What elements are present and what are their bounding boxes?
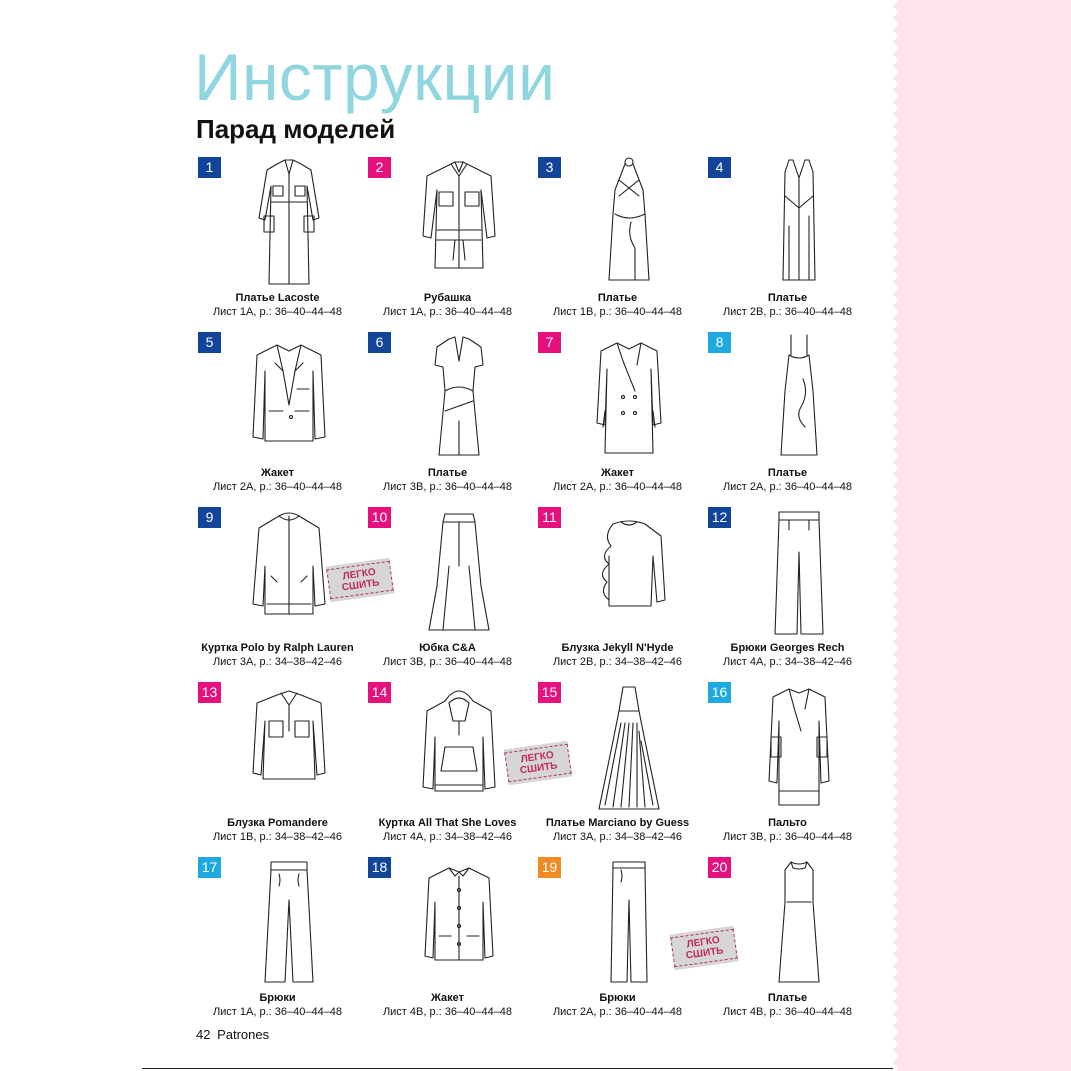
sheath-dress-icon [739,856,859,988]
page-edge-strip [893,0,1071,1071]
pattern-sheet-sizes: Лист 4В, р.: 36–40–44–48 [382,1006,513,1018]
model-number-badge: 17 [198,857,221,878]
model-card [192,679,362,854]
model-number-badge: 9 [198,507,221,528]
model-number-badge: 5 [198,332,221,353]
page-title: Инструкции [194,40,556,114]
model-number-badge: 6 [368,332,391,353]
model-number-badge: 20 [708,857,731,878]
model-name: Брюки Georges Rech [730,642,845,654]
model-card [192,854,362,1029]
pinking-edge [893,0,905,1071]
slip-dress-icon [739,331,859,463]
shirt-dress-icon [229,156,349,288]
pattern-sheet-sizes: Лист 2А, р.: 36–40–44–48 [552,481,683,493]
model-name: Платье Marciano by Guess [545,817,690,829]
hoodie-icon [399,681,519,813]
model-name: Платье [767,992,808,1004]
model-number-badge: 19 [538,857,561,878]
model-card [362,854,532,1029]
model-caption [350,641,545,669]
model-card [362,154,532,329]
vest-dress-icon [739,156,859,288]
blazer-icon [229,331,349,463]
easy-sew-stamp [504,741,572,786]
pattern-sheet-sizes: Лист 1А, р.: 36–40–44–48 [212,306,343,318]
pattern-sheet-sizes: Лист 1В, р.: 34–38–42–46 [212,831,343,843]
model-name: Блузка Pomandere [227,817,328,829]
maxi-skirt-icon [399,506,519,638]
button-jacket-icon [399,856,519,988]
pattern-sheet-sizes: Лист 2А, р.: 36–40–44–48 [722,481,853,493]
model-number-badge: 3 [538,157,561,178]
pattern-sheet-sizes: Лист 3В, р.: 36–40–44–48 [722,831,853,843]
pleated-halter-dress-icon [569,681,689,813]
model-name: Пальто [768,817,807,829]
model-name: Куртка Polo by Ralph Lauren [201,642,354,654]
model-name: Рубашка [423,292,472,304]
model-number-badge: 13 [198,682,221,703]
model-card [362,329,532,504]
page-number: 42 [196,1027,211,1042]
v-neck-dress-icon [399,331,519,463]
model-number-badge: 11 [538,507,561,528]
model-name: Жакет [600,467,635,479]
model-number-badge: 2 [368,157,391,178]
model-name: Брюки [259,992,296,1004]
pattern-sheet-sizes: Лист 1В, р.: 36–40–44–48 [552,306,683,318]
model-caption [690,466,885,494]
model-number-badge: 4 [708,157,731,178]
model-number-badge: 14 [368,682,391,703]
model-card [192,329,362,504]
pattern-sheet-sizes: Лист 2А, р.: 36–40–44–48 [552,1006,683,1018]
model-caption [180,816,375,844]
footer-rule [142,1068,893,1069]
model-card [532,329,702,504]
model-caption [520,991,715,1019]
pattern-sheet-sizes: Лист 3А, р.: 34–38–42–46 [552,831,683,843]
model-name: Платье Lacoste [235,292,320,304]
model-caption [180,991,375,1019]
pattern-sheet-sizes: Лист 2А, р.: 36–40–44–48 [212,481,343,493]
model-name: Блузка Jekyll N'Hyde [561,642,674,654]
model-card [702,504,872,679]
easy-sew-stamp-label: ЛЕГКО СШИТЬ [326,561,394,600]
model-number-badge: 12 [708,507,731,528]
pattern-sheet-sizes: Лист 2В, р.: 34–38–42–46 [552,656,683,668]
model-number-badge: 8 [708,332,731,353]
model-card [702,329,872,504]
wide-trousers-icon [739,506,859,638]
model-name: Жакет [260,467,295,479]
page-footer [196,1027,269,1042]
easy-sew-stamp-label: ЛЕГКО СШИТЬ [504,744,572,783]
halter-dress-icon [569,156,689,288]
page [142,0,893,1071]
model-name: Платье [597,292,638,304]
model-number-badge: 10 [368,507,391,528]
model-card [341,504,532,679]
model-number-badge: 1 [198,157,221,178]
model-number-badge: 16 [708,682,731,703]
model-caption [350,816,545,844]
model-caption [350,291,545,319]
model-caption [350,991,545,1019]
model-card [532,154,702,329]
pattern-sheet-sizes: Лист 4А, р.: 34–38–42–46 [722,656,853,668]
easy-sew-stamp-label: ЛЕГКО СШИТЬ [670,929,738,968]
model-caption [690,991,885,1019]
pattern-sheet-sizes: Лист 3А, р.: 34–38–42–46 [212,656,343,668]
model-number-badge: 15 [538,682,561,703]
long-coat-icon [739,681,859,813]
pattern-sheet-sizes: Лист 3В, р.: 36–40–44–48 [382,481,513,493]
model-caption [520,291,715,319]
model-card [532,504,702,679]
model-card [685,854,872,1029]
model-number-badge: 18 [368,857,391,878]
double-breasted-coat-icon [569,331,689,463]
pattern-sheet-sizes: Лист 4А, р.: 34–38–42–46 [382,831,513,843]
model-caption [180,641,375,669]
model-caption [690,816,885,844]
easy-sew-stamp [326,558,394,603]
model-number-badge: 7 [538,332,561,353]
easy-sew-stamp [670,926,738,971]
model-caption [690,641,885,669]
model-card [702,679,872,854]
model-name: Платье [767,467,808,479]
pattern-sheet-sizes: Лист 2В, р.: 36–40–44–48 [722,306,853,318]
model-name: Жакет [430,992,465,1004]
slim-trousers-icon [569,856,689,988]
model-card [519,679,702,854]
ruffle-blouse-icon [569,506,689,638]
model-name: Куртка All That She Loves [378,817,517,829]
model-caption [520,466,715,494]
pattern-sheet-sizes: Лист 3В, р.: 36–40–44–48 [382,656,513,668]
pattern-sheet-sizes: Лист 4В, р.: 36–40–44–48 [722,1006,853,1018]
model-card [192,154,362,329]
trousers-icon [229,856,349,988]
shirt-icon [399,156,519,288]
model-caption [180,466,375,494]
models-grid [192,154,872,1029]
model-caption [520,816,715,844]
model-name: Платье [767,292,808,304]
model-name: Брюки [599,992,636,1004]
model-caption [180,291,375,319]
page-subtitle: Парад моделей [196,114,396,144]
pattern-sheet-sizes: Лист 1А, р.: 36–40–44–48 [212,1006,343,1018]
pattern-sheet-sizes: Лист 1А, р.: 36–40–44–48 [382,306,513,318]
model-card [702,154,872,329]
model-name: Платье [427,467,468,479]
pocket-blouse-icon [229,681,349,813]
model-caption [520,641,715,669]
model-caption [690,291,885,319]
model-name: Юбка C&A [419,642,476,654]
model-caption [350,466,545,494]
magazine-name: Patrones [217,1027,270,1042]
